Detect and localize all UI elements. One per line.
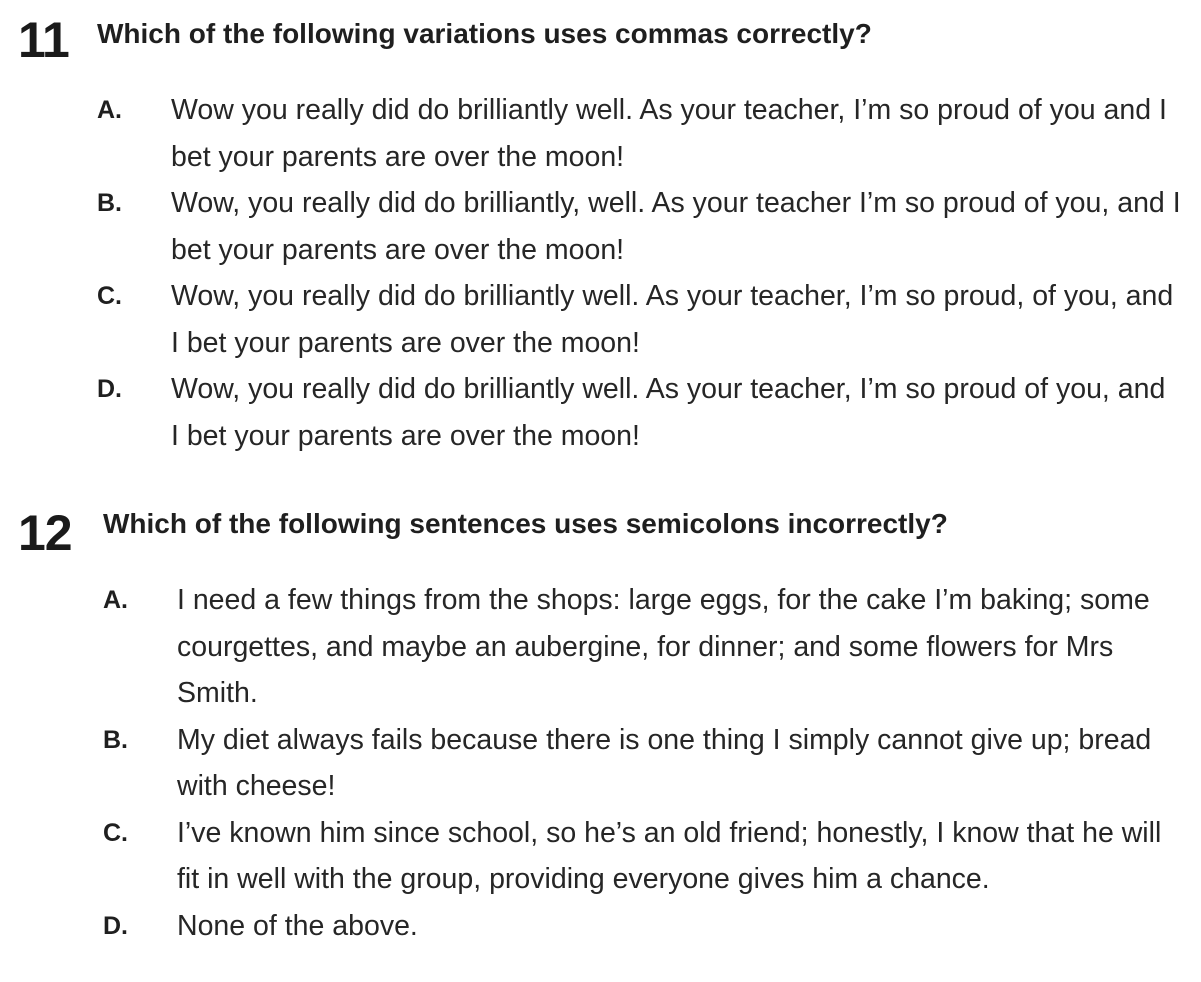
option-text: Wow you really did do brilliantly well. As your teacher, I’m so proud of you and I bet your parents are over the moon! [171,94,1167,173]
answer-options [97,87,1187,459]
answer-options [103,577,1188,949]
option-letter: B. [97,189,122,217]
option-text: None of the above. [177,909,418,942]
answer-option-b[interactable] [103,717,1188,810]
option-letter: A. [103,586,128,614]
answer-option-c[interactable] [103,810,1188,903]
option-letter: C. [103,818,128,847]
option-letter: B. [103,725,128,754]
answer-option-a[interactable] [97,87,1187,180]
option-text: I need a few things from the shops: large eggs, for the cake I’m baking; some courgettes, and maybe an aubergine, for dinner; and some flowers for Mrs Smith. [177,584,1150,709]
option-text: Wow, you really did do brilliantly well. As your teacher, I’m so proud of you, and I bet your parents are over the moon! [171,373,1166,452]
answer-option-d[interactable] [103,903,1188,950]
question-number: 12 [18,505,72,561]
option-letter: A. [97,96,122,124]
question-prompt: Which of the following variations uses commas correctly? [97,18,872,49]
option-letter: C. [97,282,122,310]
question-prompt: Which of the following sentences uses semicolons incorrectly? [103,508,948,539]
option-text: I’ve known him since school, so he’s an old friend; honestly, I know that he will fit in well with the group, providing everyone gives him a chance. [177,816,1162,895]
answer-option-b[interactable] [97,180,1187,273]
answer-option-d[interactable] [97,366,1187,459]
option-text: Wow, you really did do brilliantly, well. As your teacher I’m so proud of you, and I bet your parents are over the moon! [171,187,1181,266]
answer-option-a[interactable] [103,577,1188,717]
option-text: Wow, you really did do brilliantly well. As your teacher, I’m so proud, of you, and I bet your parents are over the moon! [171,280,1174,359]
option-letter: D. [97,375,122,403]
answer-option-c[interactable] [97,273,1187,366]
option-letter: D. [103,911,128,940]
option-text: My diet always fails because there is one thing I simply cannot give up; bread with cheese! [177,723,1152,802]
question-number: 11 [18,12,69,68]
